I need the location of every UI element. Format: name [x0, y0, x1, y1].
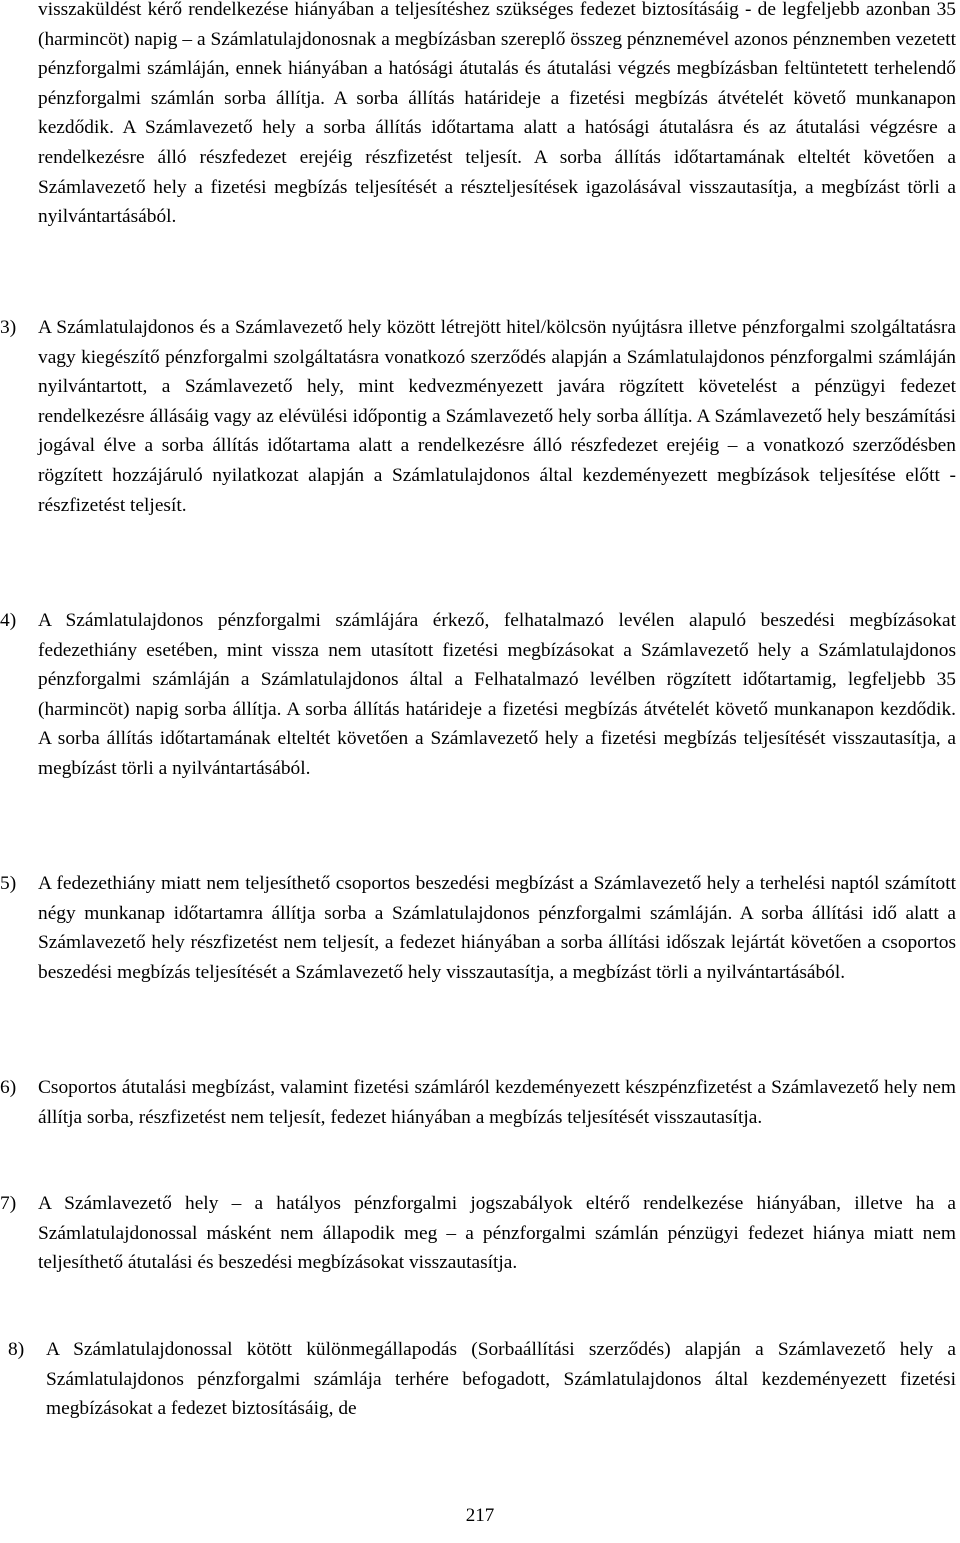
- list-item-text: A Számlavezető hely – a hatályos pénzforgalmi jogszabályok eltérő rendelkezése hiányában, illetve ha a Számlatulajdonossal másként nem állapodik meg – a pénzforgalmi számlán pénzügyi fedezet hiánya miatt nem teljesíthető átutalási és beszedési megbízásokat visszautasítja.: [38, 1193, 956, 1274]
- list-item-number: 7): [0, 1193, 17, 1214]
- page-number: 217: [465, 1505, 495, 1526]
- list-item-text: A Számlatulajdonossal kötött különmegállapodás (Sorbaállítási szerződés) alapján a Számlavezető hely a Számlatulajdonos pénzforgalmi számlája terhére befogadott, Számlatulajdonos által kezdeményezett fizetési megbízásokat a fedezet biztosításáig, de: [46, 1339, 956, 1420]
- intro-paragraph: [38, 0, 956, 232]
- list-item-number: 3): [0, 317, 17, 338]
- intro-segment: A sorba állítás időtartamának elteltét követően a Számlavezető hely a fizetési megbízás teljesítését a részteljesítések igazolásával visszautasítja, a megbízást törli a nyilvántartásából.: [38, 146, 956, 228]
- list-item-text: A fedezethiány miatt nem teljesíthető csoportos beszedési megbízást a Számlavezető hely a terhelési naptól számított négy munkanap időtartamra állítja sorba a Számlatulajdonos pénzforgalmi számláján. A sorba állítási idő alatt a Számlavezető hely részfizetést nem teljesít, a fedezet hiányában a sorba állítási időszak lejártát követően a csoportos beszedési megbízás teljesítését a Számlavezető hely visszautasítja, a megbízást törli a nyilvántartásából.: [38, 873, 956, 983]
- intro-segment: visszaküldést kérő rendelkezése hiányában a teljesítéshez szükséges fedezet biztosításáig - de legfeljebb azonban 35 (harmincöt) napig – a Számlatulajdonosnak a megbízásban szereplő összeg pénznemével azonos pénznemben vezetett pénzforgalmi számláján, ennek hiányában a hatósági átutalás és átutalási végzés megbízásban feltüntetett terhelendő pénzforgalmi számlán sorba állítja. A sorba állítás határideje a fizetési megbízás átvételét követő munkanapon kezdődik.: [38, 0, 956, 139]
- list-item-text: A Számlatulajdonos és a Számlavezető hely között létrejött hitel/kölcsön nyújtásra illetve pénzforgalmi szolgáltatásra vagy kiegészítő pénzforgalmi szolgáltatásra vonatkozó szerződés alapján a Számlatulajdonos pénzforgalmi számláján nyilvántartott, a Számlavezető hely, mint kedvezményezett javára rögzített követelést a pénzügyi fedezet rendelkezésre állásáig vagy az elévülési időpontig a Számlavezető hely sorba állítja. A Számlavezető hely beszámítási jogával élve a sorba állítás időtartama alatt a rendelkezésre álló részfedezet erejéig – a vonatkozó szerződésben rögzített hozzájáruló nyilatkozat alapján a Számlatulajdonos által kezdeményezett megbízások teljesítése előtt - részfizetést teljesít.: [38, 317, 956, 516]
- list-item-number: 6): [0, 1077, 17, 1098]
- list-item-number: 4): [0, 610, 17, 631]
- list-item-text: A Számlatulajdonos pénzforgalmi számlájára érkező, felhatalmazó levélen alapuló beszedési megbízásokat fedezethiány esetében, mint vissza nem utasított fizetési megbízásokat a Számlavezető hely a Számlatulajdonos pénzforgalmi számláján a Számlatulajdonos által a Felhatalmazó levélben rögzített időtartamig, legfeljebb 35 (harmincöt) napig sorba állítja. A sorba állítás határideje a fizetési megbízás átvételét követő munkanapon kezdődik. A sorba állítás időtartamának elteltét követően a Számlavezető hely a fizetési megbízás teljesítését visszautasítja, a megbízást törli a nyilvántartásából.: [38, 610, 956, 779]
- list-item-text: Csoportos átutalási megbízást, valamint fizetési számláról kezdeményezett készpénzfizetést a Számlavezető hely nem állítja sorba, részfizetést nem teljesít, fedezet hiányában a megbízás teljesítését visszautasítja.: [38, 1077, 956, 1128]
- list-item-number: 8): [8, 1339, 25, 1360]
- list-item-number: 5): [0, 873, 17, 894]
- intro-segment: A Számlavezető hely a sorba állítás időtartama alatt a hatósági átutalásra és az átutalási végzésre a rendelkezésre álló részfedezet erejéig részfizetést teljesít.: [38, 117, 956, 168]
